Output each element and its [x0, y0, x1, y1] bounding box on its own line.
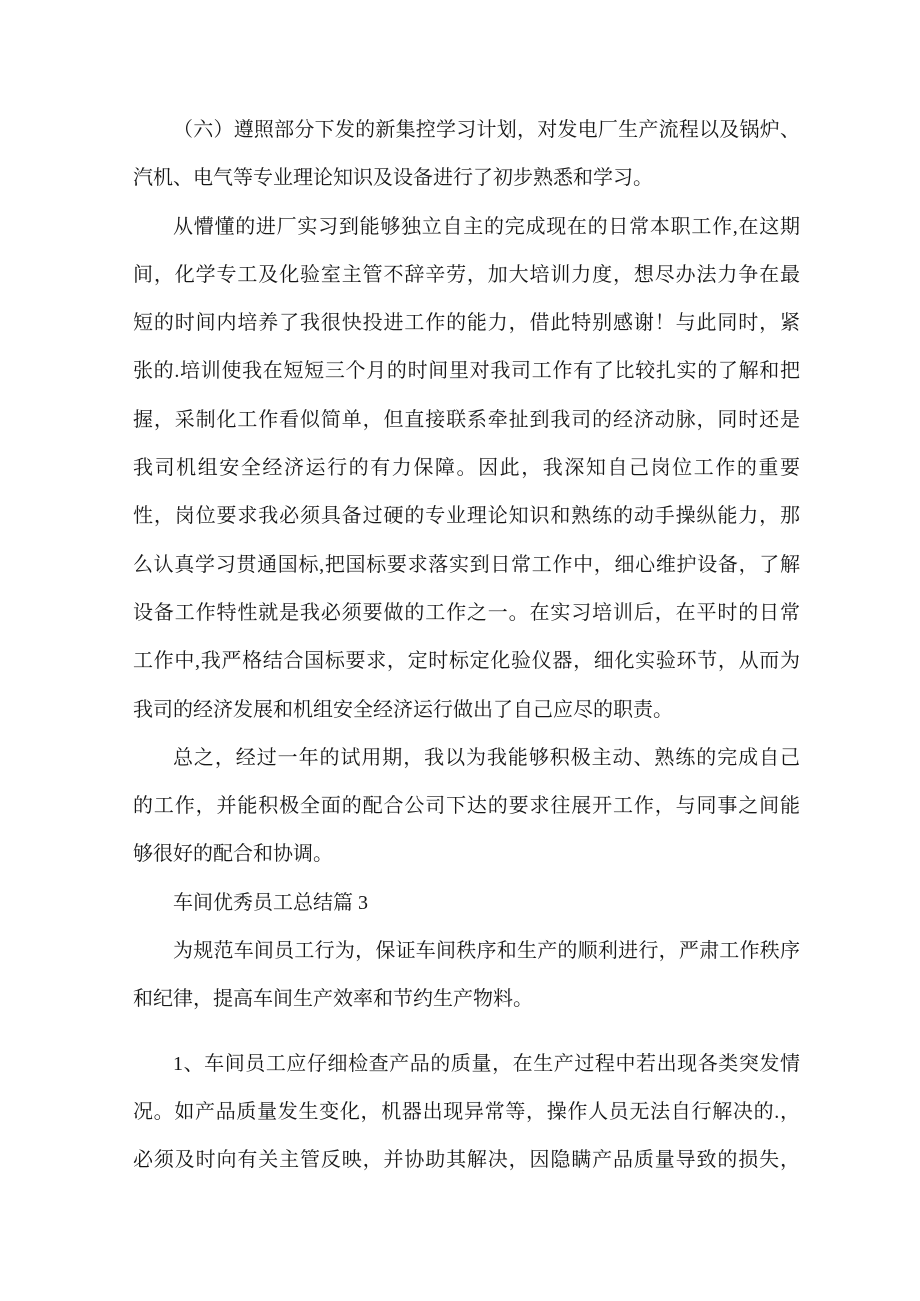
text-line: 1、车间员工应仔细检查产品的质量，在生产过程中若出现各类突发情 [173, 1052, 800, 1075]
text-line: 么认真学习贯通国标,把国标要求落实到日常工作中，细心维护设备，了解 [133, 553, 800, 576]
text-line: 况。如产品质量发生变化，机器出现异常等，操作人员无法自行解决的.， [133, 1100, 800, 1123]
para-purpose [133, 927, 800, 1024]
document-body [133, 106, 800, 1185]
para-summary [133, 734, 800, 879]
text-line: 握，采制化工作看似简单，但直接联系牵扯到我司的经济动脉，同时还是 [133, 408, 800, 431]
text-line: 总之，经过一年的试用期，我以为我能够积极主动、熟练的完成自己 [173, 746, 800, 769]
text-line: 我司的经济发展和机组安全经济运行做出了自己应尽的职责。 [133, 698, 673, 721]
text-line: 汽机、电气等专业理论知识及设备进行了初步熟悉和学习。 [133, 167, 653, 190]
para-section-title [133, 879, 800, 927]
text-line: 车间优秀员工总结篇 3 [173, 891, 368, 914]
text-line: 短的时间内培养了我很快投进工作的能力，借此特别感谢！与此同时，紧 [133, 312, 800, 335]
text-line: 的工作，并能积极全面的配合公司下达的要求往展开工作，与同事之间能 [133, 795, 800, 818]
para-rule-1 [133, 1040, 800, 1185]
para-item-six [133, 106, 800, 203]
text-line: 为规范车间员工行为，保证车间秩序和生产的顺利进行，严肃工作秩序 [173, 940, 800, 963]
text-line: 设备工作特性就是我必须要做的工作之一。在实习培训后，在平时的日常 [133, 601, 800, 624]
text-line: 性，岗位要求我必须具备过硬的专业理论知识和熟练的动手操纵能力，那 [133, 505, 800, 528]
text-line: 从懵懂的进厂实习到能够独立自主的完成现在的日常本职工作,在这期 [173, 215, 800, 238]
text-line: 我司机组安全经济运行的有力保障。因此，我深知自己岗位工作的重要 [133, 457, 800, 480]
text-line: 必须及时向有关主管反映，并协助其解决，因隐瞒产品质量导致的损失， [133, 1149, 800, 1172]
text-line: 间，化学专工及化验室主管不辞辛劳，加大培训力度，想尽办法力争在最 [133, 263, 800, 286]
text-line: 张的.培训使我在短短三个月的时间里对我司工作有了比较扎实的了解和把 [133, 360, 800, 383]
text-line: （六）遵照部分下发的新集控学习计划，对发电厂生产流程以及锅炉、 [173, 119, 800, 141]
text-line: 工作中,我严格结合国标要求，定时标定化验仪器，细化实验环节，从而为 [133, 650, 800, 673]
para-training-review [133, 203, 800, 734]
text-line: 够很好的配合和协调。 [133, 843, 333, 866]
text-line: 和纪律，提高车间生产效率和节约生产物料。 [133, 988, 533, 1011]
